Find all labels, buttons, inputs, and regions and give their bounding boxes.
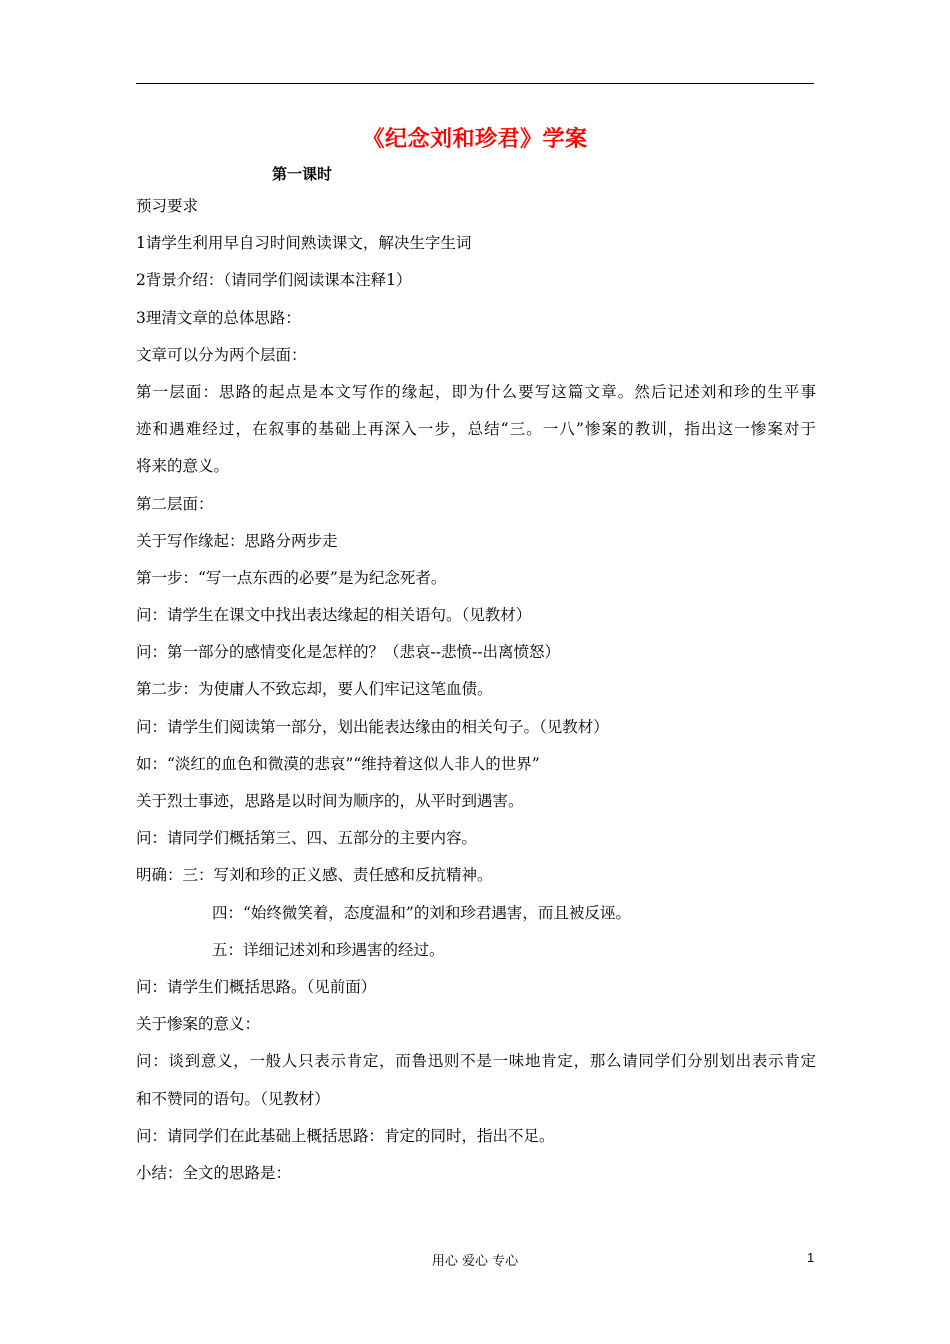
paragraph-line: 五：详细记述刘和珍遇害的经过。 — [212, 940, 445, 959]
page-number: 1 — [807, 1250, 815, 1265]
paragraph-line: 问：请学生们概括思路。（见前面） — [136, 977, 377, 996]
paragraph-line: 问：请同学们在此基础上概括思路：肯定的同时，指出不足。 — [136, 1126, 555, 1145]
header-rule — [136, 83, 814, 84]
paragraph-line: 第一步：“写一点东西的必要”是为纪念死者。 — [136, 568, 447, 587]
paragraph-line: 1请学生利用早自习时间熟读课文，解决生字生词 — [136, 234, 472, 253]
paragraph-line: 第一层面：思路的起点是本文写作的缘起，即为什么要写这篇文章。然后记述刘和珍的生平事 — [136, 382, 816, 401]
paragraph-line: 预习要求 — [136, 197, 199, 215]
paragraph-line: 问：请同学们概括第三、四、五部分的主要内容。 — [136, 829, 478, 848]
paragraph-line: 2背景介绍：（请同学们阅读课本注释1） — [136, 271, 412, 290]
paragraph-line: 问：第一部分的感情变化是怎样的？（悲哀--悲愤--出离愤怒） — [136, 643, 560, 662]
paragraph-line: 关于惨案的意义： — [136, 1015, 261, 1034]
document-title: 《纪念刘和珍君》学案 — [362, 126, 588, 152]
paragraph-line: 文章可以分为两个层面： — [136, 345, 307, 364]
document-body — [136, 194, 816, 1198]
paragraph-line: 第二层面： — [136, 494, 214, 513]
paragraph-line: 关于烈士事迹，思路是以时间为顺序的，从平时到遇害。 — [136, 792, 524, 810]
page-footer: 用心 爱心 专心 — [431, 1254, 519, 1269]
paragraph-line: 问：请学生们阅读第一部分，划出能表达缘由的相关句子。（见教材） — [136, 717, 609, 736]
paragraph-line: 第二步：为使庸人不致忘却，要人们牢记这笔血债。 — [136, 680, 493, 699]
paragraph-line: 3理清文章的总体思路： — [136, 308, 301, 327]
paragraph-line: 和不赞同的语句。（见教材） — [136, 1089, 330, 1108]
paragraph-line: 如：“淡红的血色和微漠的悲哀”“维持着这似人非人的世界” — [136, 754, 540, 773]
paragraph-line: 问：请学生在课文中找出表达缘起的相关语句。（见教材） — [136, 606, 532, 625]
lesson-subtitle: 第一课时 — [272, 165, 333, 183]
paragraph-line: 迹和遇难经过，在叙事的基础上再深入一步，总结“三。一八”惨案的教训，指出这一惨案对于 — [136, 420, 816, 439]
paragraph-line: 四：“始终微笑着，态度温和”的刘和珍君遇害，而且被反诬。 — [212, 903, 631, 922]
paragraph-line: 将来的意义。 — [136, 457, 230, 476]
paragraph-line: 小结：全文的思路是： — [136, 1163, 292, 1182]
paragraph-line: 问：谈到意义，一般人只表示肯定，而鲁迅则不是一味地肯定，那么请同学们分别划出表示肯定 — [136, 1052, 816, 1071]
paragraph-line: 关于写作缘起：思路分两步走 — [136, 531, 338, 550]
paragraph-line: 明确：三：写刘和珍的正义感、责任感和反抗精神。 — [136, 866, 493, 885]
